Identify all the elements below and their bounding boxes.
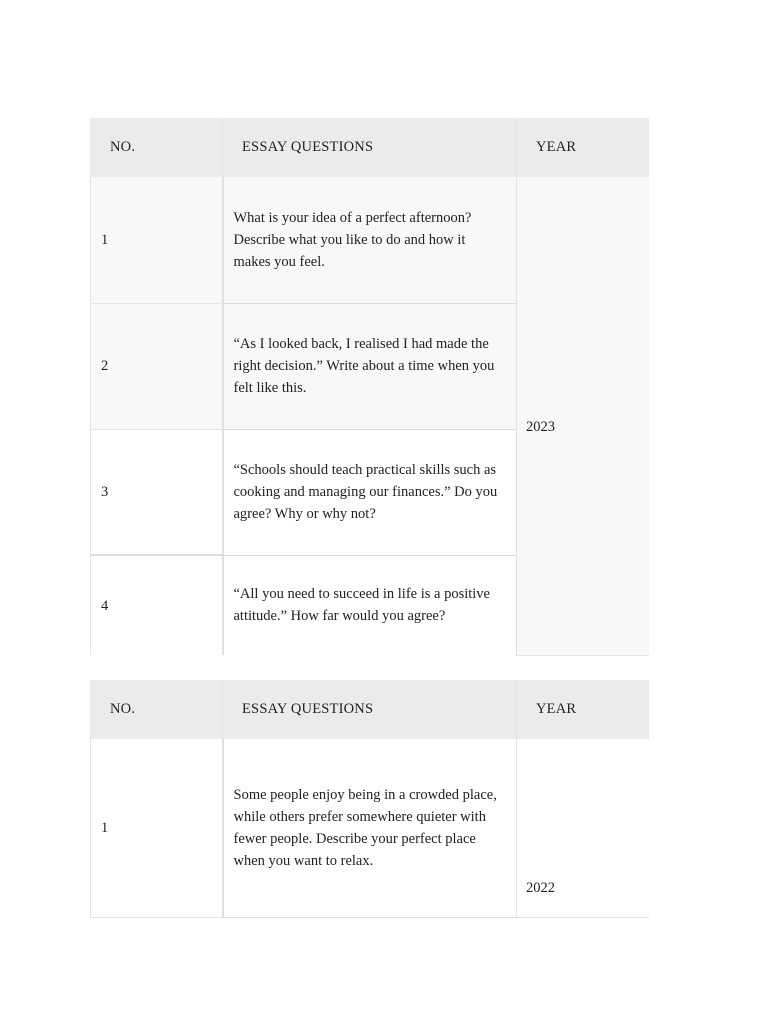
row-number: 1 (91, 739, 223, 917)
essay-table-2023 (90, 118, 649, 656)
header-year: YEAR (517, 680, 649, 739)
row-number: 3 (91, 429, 223, 555)
header-no: NO. (91, 680, 223, 739)
header-essay-questions: ESSAY QUESTIONS (223, 118, 517, 177)
header-no: NO. (91, 118, 223, 177)
row-number: 2 (91, 303, 223, 429)
table-row (91, 739, 649, 917)
essay-question: “Schools should teach practical skills such as cooking and managing our finances.” Do you agree? Why or why not? (223, 429, 517, 555)
row-number: 1 (91, 177, 223, 303)
year-cell: 2022 (517, 739, 649, 917)
table-row (91, 177, 649, 303)
row-number: 4 (91, 555, 223, 655)
header-essay-questions: ESSAY QUESTIONS (223, 680, 517, 739)
essay-question: “As I looked back, I realised I had made the right decision.” Write about a time when you felt like this. (223, 303, 517, 429)
essay-question: “All you need to succeed in life is a positive attitude.” How far would you agree? (223, 555, 517, 655)
header-year: YEAR (517, 118, 649, 177)
year-cell: 2023 (517, 177, 649, 655)
table-header-row (91, 680, 649, 739)
essay-table-2022 (90, 680, 649, 918)
essay-question: Some people enjoy being in a crowded place, while others prefer somewhere quieter with fewer people. Describe your perfect place when you want to relax. (223, 739, 517, 917)
essay-question: What is your idea of a perfect afternoon? Describe what you like to do and how it makes you feel. (223, 177, 517, 303)
table-header-row (91, 118, 649, 177)
